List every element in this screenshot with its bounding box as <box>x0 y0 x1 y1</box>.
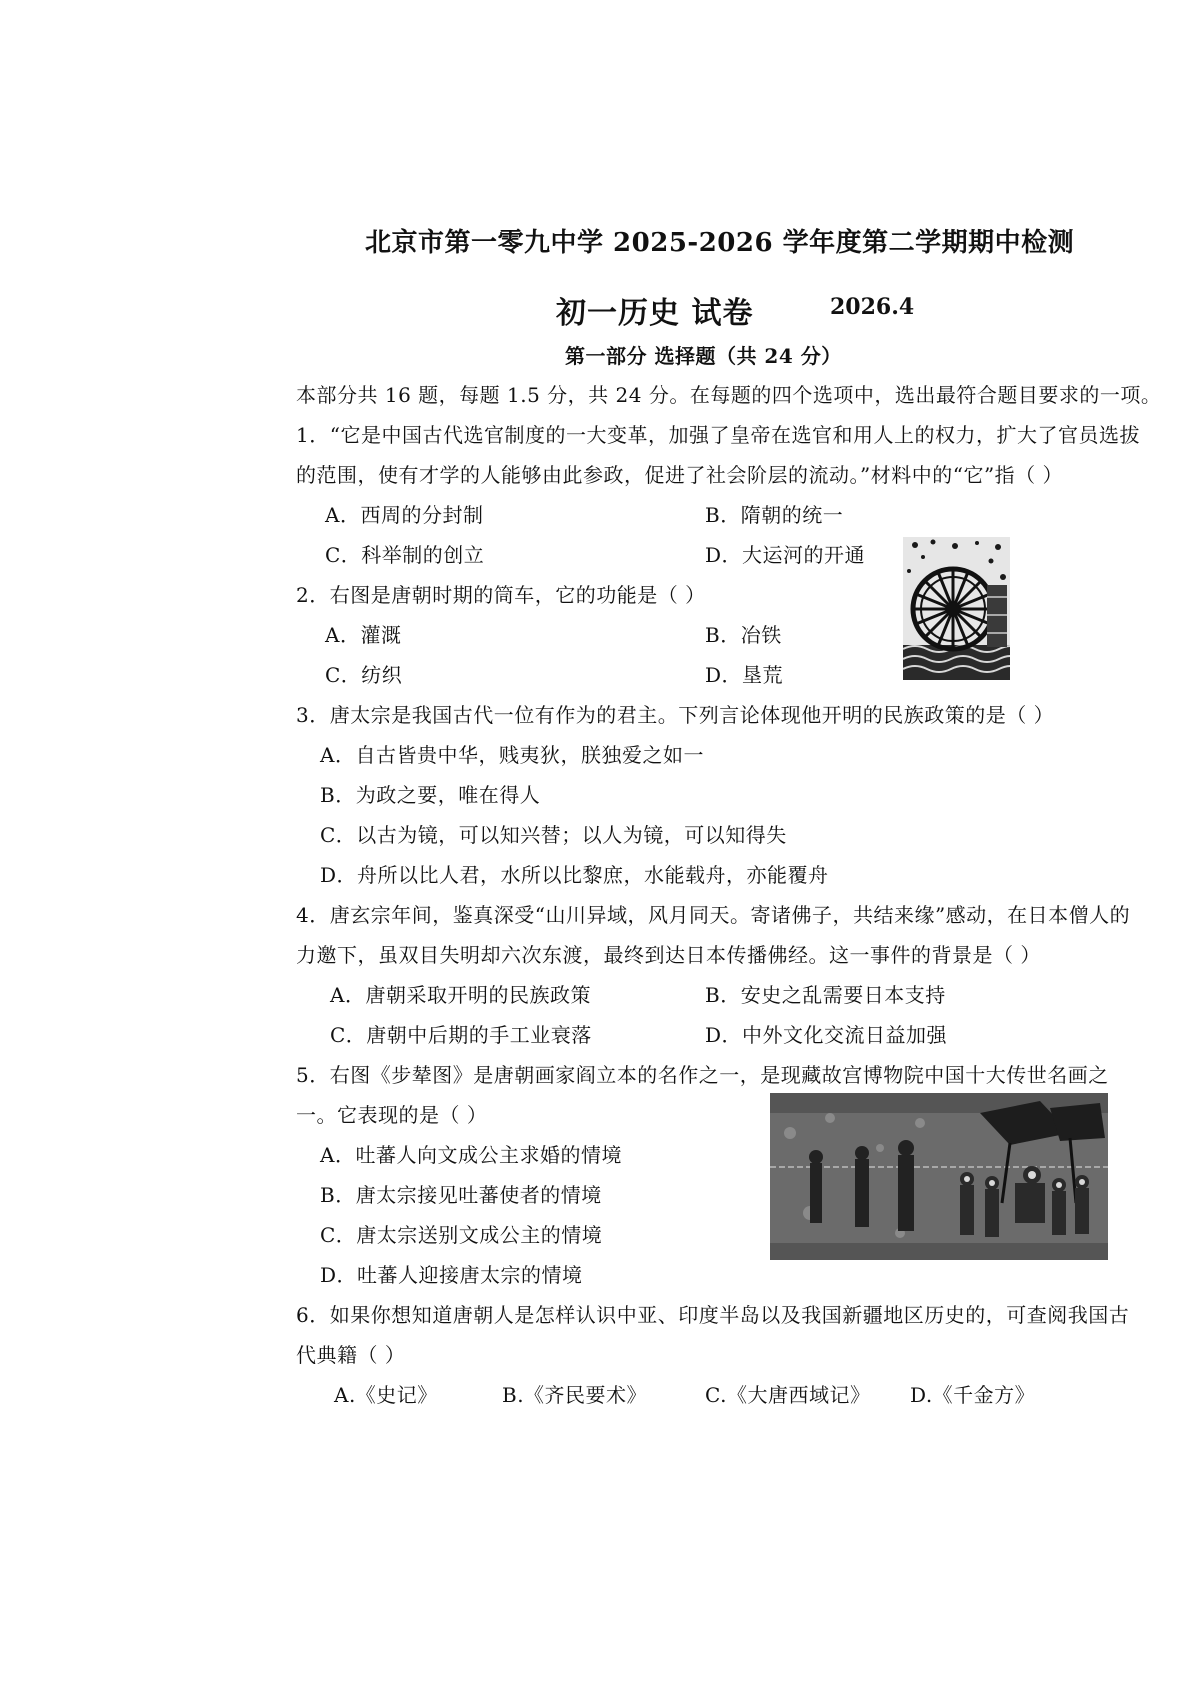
question-6-option-c: C.《大唐西域记》 <box>705 1383 871 1407</box>
exam-title: 初一历史 试卷 <box>556 296 754 331</box>
question-2-option-a: A．灌溉 <box>325 623 402 647</box>
question-5-option-d: D．吐蕃人迎接唐太宗的情境 <box>320 1263 583 1287</box>
question-2-stem: 2．右图是唐朝时期的筒车，它的功能是（ ） <box>296 583 706 607</box>
question-6-option-a: A.《史记》 <box>334 1383 438 1407</box>
question-5-stem-line-1: 5．右图《步辇图》是唐朝画家阎立本的名作之一，是现藏故宫博物院中国十大传世名画之 <box>296 1063 1109 1087</box>
question-5-option-b: B．唐太宗接见吐蕃使者的情境 <box>320 1183 602 1207</box>
question-5-stem-line-2: 一。它表现的是（ ） <box>296 1103 488 1127</box>
question-1-stem-line-2: 的范围，使有才学的人能够由此参政，促进了社会阶层的流动。”材料中的“它”指（ ） <box>296 463 1064 487</box>
section-instruction: 本部分共 16 题，每题 1.5 分，共 24 分。在每题的四个选项中，选出最符合题目要求的一项。 <box>296 383 1162 407</box>
question-6-option-d: D.《千金方》 <box>910 1383 1036 1407</box>
question-2-option-d: D．垦荒 <box>705 663 784 687</box>
question-6-stem-line-2: 代典籍（ ） <box>296 1343 406 1367</box>
question-6-option-b: B.《齐民要术》 <box>502 1383 648 1407</box>
question-3-option-c: C．以古为镜，可以知兴替；以人为镜，可以知得失 <box>320 823 787 847</box>
question-3-stem: 3．唐太宗是我国古代一位有作为的君主。下列言论体现他开明的民族政策的是（ ） <box>296 703 1055 727</box>
painting-image <box>770 1093 1108 1260</box>
painting-drawing <box>770 1093 1108 1260</box>
section-title: 第一部分 选择题（共 24 分） <box>565 344 842 368</box>
question-2-option-b: B．冶铁 <box>705 623 782 647</box>
question-4-option-b: B．安史之乱需要日本支持 <box>705 983 946 1007</box>
question-3-option-d: D．舟所以比人君，水所以比黎庶，水能载舟，亦能覆舟 <box>320 863 829 887</box>
question-4-option-d: D．中外文化交流日益加强 <box>705 1023 948 1047</box>
question-4-stem-line-1: 4．唐玄宗年间，鉴真深受“山川异域，风月同天。寄诸佛子，共结来缘”感动，在日本僧人的 <box>296 903 1131 927</box>
question-5-option-a: A．吐蕃人向文成公主求婚的情境 <box>320 1143 622 1167</box>
question-5-option-c: C．唐太宗送别文成公主的情境 <box>320 1223 603 1247</box>
question-4-stem-line-2: 力邀下，虽双目失明却六次东渡，最终到达日本传播佛经。这一事件的背景是（ ） <box>296 943 1041 967</box>
exam-date: 2026.4 <box>830 294 915 320</box>
question-3-option-b: B．为政之要，唯在得人 <box>320 783 541 807</box>
waterwheel-image <box>903 537 1010 680</box>
waterwheel-drawing <box>903 537 1010 680</box>
question-1-option-a: A．西周的分封制 <box>325 503 484 527</box>
question-3-option-a: A．自古皆贵中华，贱夷狄，朕独爱之如一 <box>320 743 704 767</box>
question-1-option-b: B．隋朝的统一 <box>705 503 844 527</box>
question-1-option-c: C．科举制的创立 <box>325 543 485 567</box>
question-1-option-d: D．大运河的开通 <box>705 543 866 567</box>
question-2-option-c: C．纺织 <box>325 663 403 687</box>
question-6-stem-line-1: 6．如果你想知道唐朝人是怎样认识中亚、印度半岛以及我国新疆地区历史的，可查阅我国古 <box>296 1303 1130 1327</box>
question-1-stem-line-1: 1．“它是中国古代选官制度的一大变革，加强了皇帝在选官和用人上的权力，扩大了官员选拔 <box>296 423 1140 447</box>
question-4-option-c: C．唐朝中后期的手工业衰落 <box>330 1023 592 1047</box>
question-4-option-a: A．唐朝采取开明的民族政策 <box>330 983 591 1007</box>
school-title: 北京市第一零九中学 2025-2026 学年度第二学期期中检测 <box>365 228 1075 258</box>
